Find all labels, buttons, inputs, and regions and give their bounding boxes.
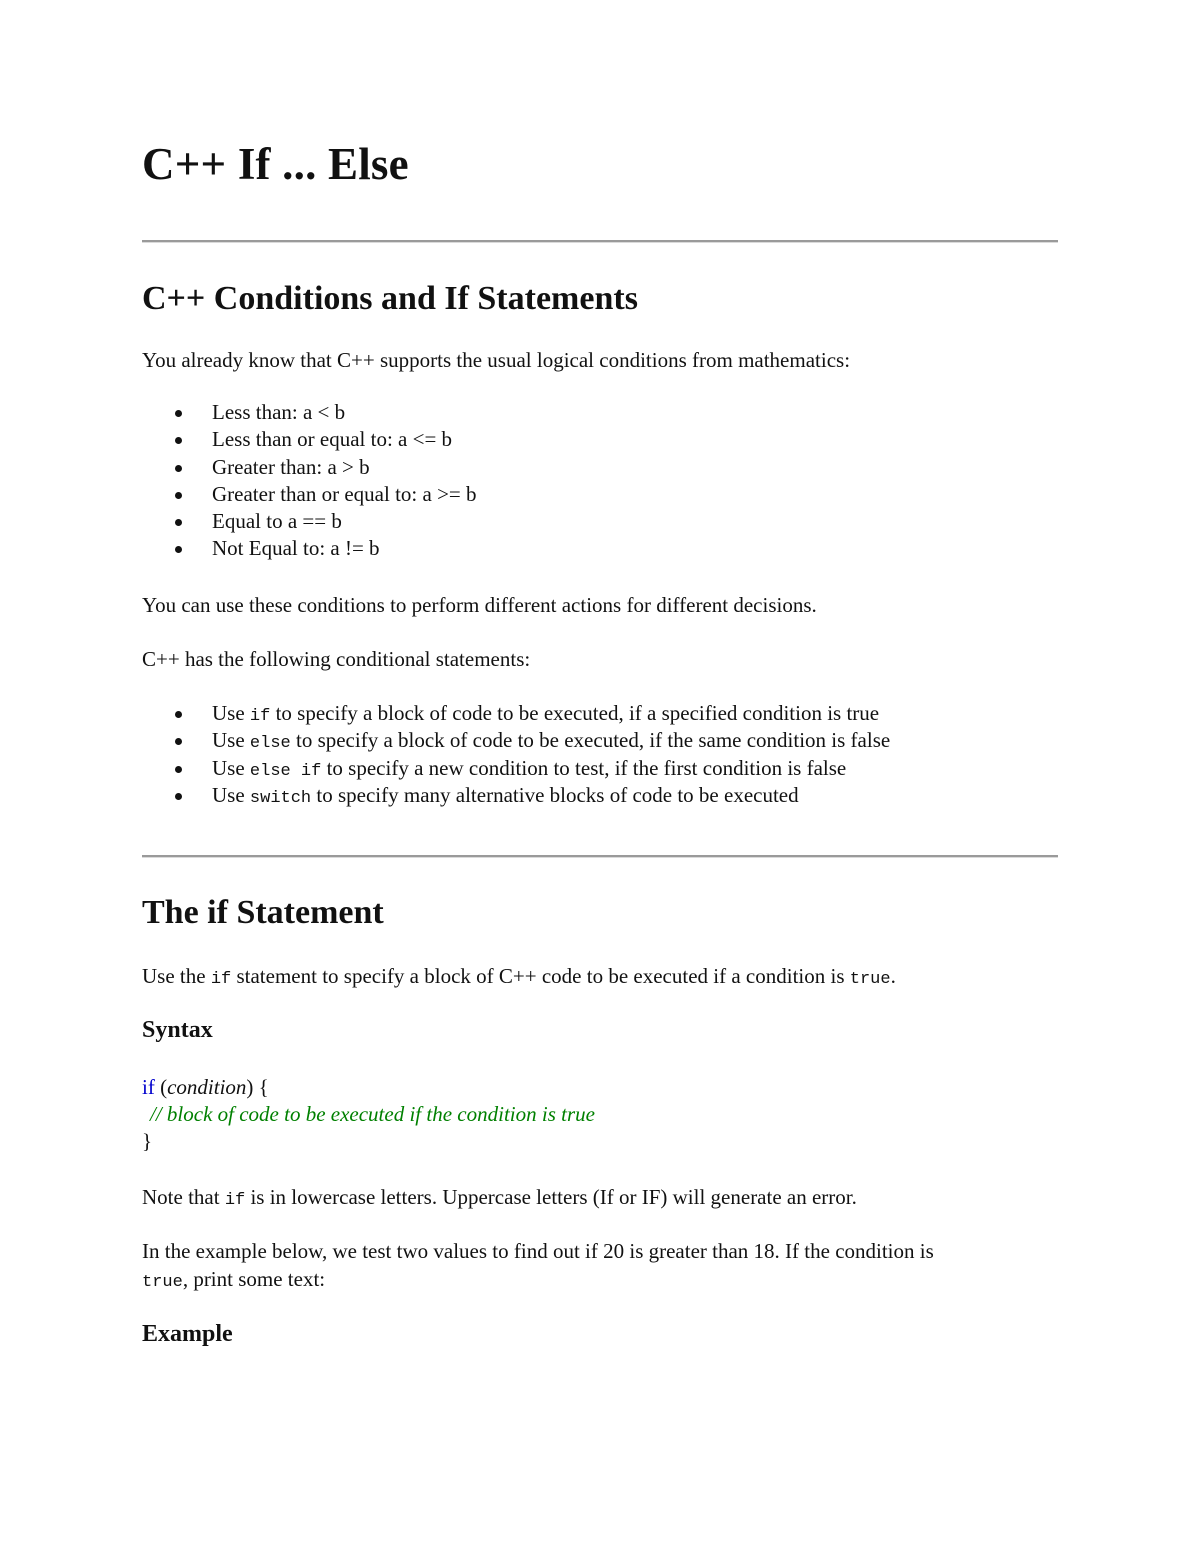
syntax-line-1: if (condition) { — [142, 1075, 269, 1099]
inline-code: switch — [249, 788, 312, 808]
syntax-line-2 — [142, 1101, 595, 1128]
bullet-icon — [175, 766, 182, 773]
list-item: Greater than or equal to: a >= b — [142, 481, 477, 508]
list-item: Not Equal to: a != b — [142, 535, 477, 562]
bullet-icon — [175, 738, 182, 745]
list-item: Use if to specify a block of code to be executed, if a specified condition is true — [142, 700, 890, 727]
bullet-icon — [175, 492, 182, 499]
inline-code: else if — [249, 761, 322, 781]
keyword: if — [142, 1075, 155, 1099]
bullet-icon — [175, 711, 182, 718]
bullet-icon — [175, 437, 182, 444]
list-item: Greater than: a > b — [142, 454, 477, 481]
list-item: Use else if to specify a new condition to test, if the first condition is false — [142, 755, 890, 782]
lowercase-note: Note that if is in lowercase letters. Uppercase letters (If or IF) will generate an error. — [142, 1185, 857, 1210]
bullet-icon — [175, 465, 182, 472]
list-item: Use switch to specify many alternative blocks of code to be executed — [142, 782, 890, 809]
example-intro: In the example below, we test two values to find out if 20 is greater than 18. If the condition is true, print some text: — [142, 1239, 934, 1292]
list-item: Use else to specify a block of code to be executed, if the same condition is false — [142, 727, 890, 754]
syntax-code-block — [142, 1074, 595, 1155]
horizontal-rule — [142, 240, 1058, 243]
horizontal-rule — [142, 855, 1058, 858]
example-heading: Example — [142, 1321, 233, 1347]
inline-code: else — [249, 734, 291, 754]
inline-code: if — [249, 707, 271, 726]
section-heading-conditions: C++ Conditions and If Statements — [142, 280, 638, 317]
list-item: Equal to a == b — [142, 508, 477, 535]
syntax-line-3: } — [142, 1129, 153, 1153]
bullet-icon — [175, 793, 182, 800]
list-item: Less than: a < b — [142, 399, 477, 426]
bullet-icon — [175, 410, 182, 417]
conditions-list — [142, 399, 477, 563]
conditions-intro: You already know that C++ supports the usual logical conditions from mathematics: — [142, 348, 851, 372]
inline-code: true — [142, 1273, 183, 1292]
page-title: C++ If ... Else — [142, 139, 409, 189]
statements-list — [142, 700, 890, 809]
statements-intro: C++ has the following conditional statements: — [142, 647, 531, 671]
syntax-heading: Syntax — [142, 1017, 213, 1043]
bullet-icon — [175, 519, 182, 526]
section-heading-if-statement: The if Statement — [142, 894, 384, 931]
inline-code: if — [210, 970, 232, 989]
list-item: Less than or equal to: a <= b — [142, 426, 477, 453]
code-comment: // block of code to be executed if the condition is true — [150, 1102, 595, 1126]
inline-code: true — [849, 970, 891, 989]
bullet-icon — [175, 546, 182, 553]
conditions-usage-paragraph: You can use these conditions to perform different actions for different decisions. — [142, 593, 817, 617]
if-statement-intro: Use the if statement to specify a block of C++ code to be executed if a condition is true. — [142, 964, 896, 989]
inline-code: if — [224, 1191, 246, 1210]
